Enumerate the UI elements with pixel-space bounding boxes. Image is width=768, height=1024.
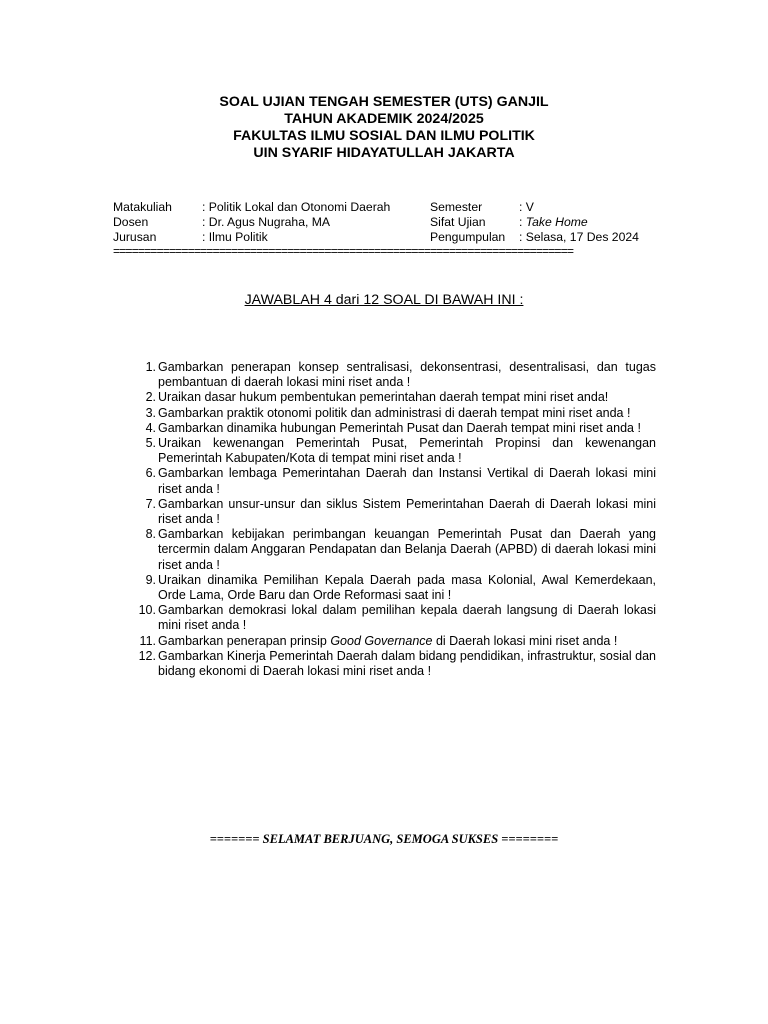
jurusan-label: Jurusan bbox=[113, 230, 157, 244]
sifat-ujian-text: Take Home bbox=[525, 215, 588, 229]
question-text: Gambarkan unsur-unsur dan siklus Sistem Pemerintahan Daerah di Daerah lokasi mini riset anda ! bbox=[158, 496, 656, 527]
question-number: 2. bbox=[145, 390, 156, 405]
question-item bbox=[130, 390, 656, 405]
question-text: Uraikan dinamika Pemilihan Kepala Daerah pada masa Kolonial, Awal Kemerdekaan, Orde Lama, Orde Baru dan Orde Reformasi saat ini ! bbox=[158, 572, 656, 603]
matakuliah-label: Matakuliah bbox=[113, 200, 172, 214]
header-line-2: TAHUN AKADEMIK 2024/2025 bbox=[284, 111, 484, 127]
pengumpulan-label: Pengumpulan bbox=[430, 230, 506, 244]
question-item bbox=[130, 436, 656, 466]
info-row-2 bbox=[113, 215, 653, 230]
question-text: Gambarkan Kinerja Pemerintah Daerah dalam bidang pendidikan, infrastruktur, sosial dan bidang ekonomi di Daerah lokasi mini riset anda ! bbox=[158, 648, 656, 679]
sifat-ujian-separator: : bbox=[519, 215, 526, 229]
question-number: 1. bbox=[145, 360, 156, 374]
question-item bbox=[130, 603, 656, 633]
question-text: Gambarkan lembaga Pemerintahan Daerah dan Instansi Vertikal di Daerah lokasi mini riset anda ! bbox=[158, 466, 656, 496]
semester-value: : V bbox=[519, 200, 534, 214]
separator-line: ========================================================================== bbox=[113, 245, 574, 258]
question-number: 10. bbox=[138, 603, 156, 618]
question-number: 6. bbox=[145, 466, 156, 481]
instruction-text: JAWABLAH 4 dari 12 SOAL DI BAWAH INI : bbox=[244, 292, 524, 308]
question-item bbox=[130, 527, 656, 573]
question-text: Gambarkan praktik otonomi politik dan administrasi di daerah tempat mini riset anda ! bbox=[158, 405, 631, 420]
question-text: Uraikan dasar hukum pembentukan pemerintahan daerah tempat mini riset anda! bbox=[158, 390, 609, 405]
question-number: 3. bbox=[145, 405, 156, 420]
matakuliah-value: : Politik Lokal dan Otonomi Daerah bbox=[202, 200, 391, 214]
instruction-heading bbox=[0, 291, 768, 309]
question-text bbox=[158, 634, 656, 649]
question-text: Uraikan kewenangan Pemerintah Pusat, Pemerintah Propinsi dan kewenangan Pemerintah Kabupaten/Kota di tempat mini riset anda ! bbox=[158, 436, 656, 466]
question-number: 7. bbox=[145, 496, 156, 511]
question-number: 9. bbox=[145, 572, 156, 587]
question-text-part: di Daerah lokasi mini riset anda ! bbox=[432, 633, 618, 648]
question-item bbox=[130, 634, 656, 649]
question-item bbox=[130, 649, 656, 679]
question-item bbox=[130, 421, 656, 436]
question-item bbox=[130, 466, 656, 496]
question-text-part: Gambarkan penerapan prinsip bbox=[158, 633, 331, 648]
question-item bbox=[130, 360, 656, 390]
question-item bbox=[130, 406, 656, 421]
sifat-ujian-value bbox=[519, 215, 588, 230]
header-line-1: SOAL UJIAN TENGAH SEMESTER (UTS) GANJIL bbox=[219, 94, 549, 110]
question-text: Gambarkan demokrasi lokal dalam pemilihan kepala daerah langsung di Daerah lokasi mini riset anda ! bbox=[158, 603, 656, 633]
info-row-3 bbox=[113, 230, 653, 245]
header-line-4: UIN SYARIF HIDAYATULLAH JAKARTA bbox=[253, 145, 515, 161]
question-item bbox=[130, 573, 656, 603]
dosen-value: : Dr. Agus Nugraha, MA bbox=[202, 215, 331, 229]
question-text: Gambarkan kebijakan perimbangan keuangan Pemerintah Pusat dan Daerah yang tercermin dalam Anggaran Pendapatan dan Belanja Daerah (APBD) di daerah lokasi mini riset anda ! bbox=[158, 527, 656, 572]
question-text: Gambarkan dinamika hubungan Pemerintah Pusat dan Daerah tempat mini riset anda ! bbox=[158, 420, 641, 435]
question-number: 4. bbox=[145, 420, 156, 435]
dosen-label: Dosen bbox=[113, 215, 149, 229]
question-number: 8. bbox=[145, 527, 156, 542]
question-item bbox=[130, 497, 656, 527]
exam-header bbox=[0, 94, 768, 162]
closing-message: ======= SELAMAT BERJUANG, SEMOGA SUKSES ======== bbox=[209, 832, 559, 846]
sifat-ujian-label: Sifat Ujian bbox=[430, 215, 486, 229]
question-list bbox=[130, 360, 656, 679]
question-text: Gambarkan penerapan konsep sentralisasi, dekonsentrasi, desentralisasi, dan tugas pembantuan di daerah lokasi mini riset anda ! bbox=[158, 360, 656, 390]
jurusan-value: : Ilmu Politik bbox=[202, 230, 268, 244]
question-number: 12. bbox=[138, 648, 156, 663]
header-line-3: FAKULTAS ILMU SOSIAL DAN ILMU POLITIK bbox=[233, 128, 535, 144]
course-info bbox=[113, 200, 653, 245]
question-number: 11. bbox=[139, 633, 156, 648]
semester-label: Semester bbox=[430, 200, 483, 214]
info-row-1 bbox=[113, 200, 653, 215]
pengumpulan-value: : Selasa, 17 Des 2024 bbox=[519, 230, 639, 244]
good-governance-term: Good Governance bbox=[330, 633, 433, 648]
question-number: 5. bbox=[145, 436, 156, 451]
